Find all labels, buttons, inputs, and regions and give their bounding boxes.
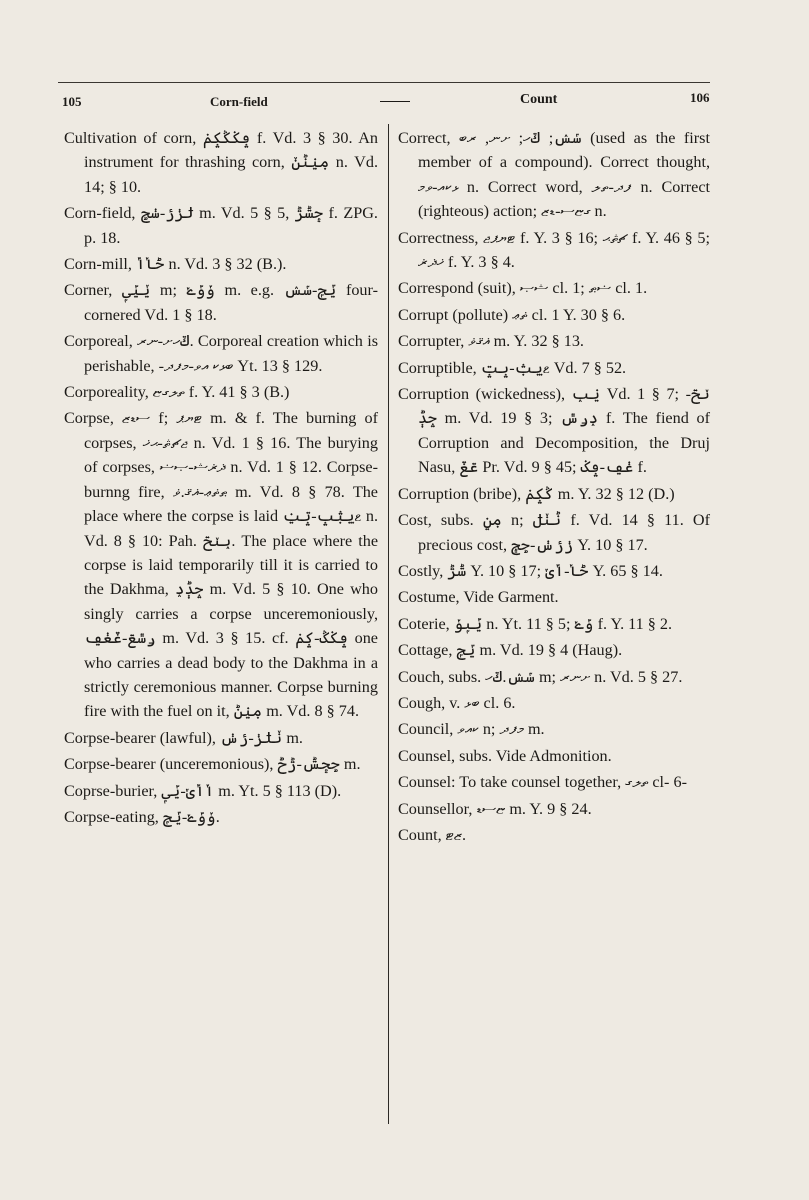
entry-corpse-eating: Corpse-eating, ݸݹݺ-ݻݼ.	[64, 807, 220, 826]
entry-costly: Costly, ݰݱ Y. 10 § 17; ݲݳ-ݴݵ Y. 65 § 14.	[398, 561, 663, 580]
entry-corruption-wickedness: Corruption (wickedness), ݔݕ Vd. 1 § 7; ݖݗ-ݘݙ m. Vd. 19 § 3; ݚݛݜ f. The fiend of Corruption and Decomposition, the Druj Nasu, ݝݞ Pr. Vd. 9 § 45; ݟݠ-ݡݢ f.	[398, 385, 710, 477]
entry-count: Count, ޒޓ.	[398, 825, 467, 844]
entry-cottage: Cottage, ݻݼ m. Vd. 19 § 4 (Haug).	[398, 641, 623, 660]
column-divider	[388, 124, 389, 1124]
entry-corporeality: Corporeality, ތލގޏ f. Y. 41 § 3 (B.)	[64, 383, 290, 402]
entry-cough: Cough, v. ބޅ cl. 6.	[398, 693, 516, 712]
entry-corpse-burier: Coprse-burier, ݳݴݵ-ݶݷ m. Yt. 5 § 113 (D).	[64, 781, 342, 800]
right-guide-word: Count	[520, 92, 558, 107]
entry-counsel-together: Counsel: To take counsel together, ތލގ cl- 6-	[398, 773, 687, 792]
entry-costume: Costume, Vide Garment.	[398, 588, 559, 607]
entry-corruption-bribe: Corruption (bribe), ݣݤݥ m. Y. 32 § 12 (D.)	[398, 484, 675, 503]
entry-correct: Correct, ݽݾ; ݿހ; ށނ, ރބ (used as the first member of a compound). Correct thought, ޅކއ-ވމ n. Correct word, ފދ-ތލ n. Correct (righteous) action; ގޏސ-ޑޒ n.	[398, 129, 710, 221]
right-column	[398, 126, 710, 849]
entry-counsel: Counsel, subs. Vide Admonition.	[398, 746, 612, 765]
left-guide-word: Corn-field	[210, 94, 268, 109]
entry-coterie: Coterie, ݶݷݸ n. Yt. 11 § 5; ݹݺ f. Y. 11 § 2.	[398, 614, 673, 633]
entry-corn-field: Corn-field, ݪݫݬ-ݭݮ m. Vd. 5 § 5, ݯݰݱ f. ZPG. p. 18.	[64, 204, 378, 247]
entry-correspond: Correspond (suit), ޝޞ cl. 1; ޟޠ cl. 1.	[398, 279, 648, 298]
right-page-number: 106	[690, 90, 710, 105]
header-rule	[58, 82, 710, 83]
entry-corrupter: Corrupter, ޣޤޥ m. Y. 32 § 13.	[398, 332, 584, 351]
entry-corpse: Corpse, ސޑޒ f; ޓޔޕ m. & f. The burning of corpses, ޖޗޘ-ޙޚ n. Vd. 1 § 16. The burying of corpses, ޛޜޝ-ޞޟ n. Vd. 1 § 12. Corpse-burnng fire, ޠޡޢ-ޣޤ.ޥ m. Vd. 8 § 78. The place where the corpse is laid ޱݐݑݒ-ݓݔ n. Vd. 8 § 10: Pah. ݕݖݗ. The place where the corpse is laid temporarily till it is carried to the Dakhma, ݘݙݚ m. Vd. 5 § 10. One who singly carries a corpse unceremoniously, ݛݜݝ-ݞݟݠ m. Vd. 3 § 15. cf. ݡݢݣ-ݤݥ one who carries a dead body to the Dakhma in a strictly ceremonious manner. Corpse burning fire with the fuel on it, ݦݧݨ m. Vd. 8 § 74.	[64, 409, 379, 721]
entry-corporeal: Corporeal, ݿހށ-ނރ. Corporeal creation which is perishable, -ބޅކ އވ-މފދ Yt. 13 § 129.	[64, 332, 378, 375]
entry-cultivation-of-corn: Cultivation of corn, ݡݢݣݤݥ f. Vd. 3 § 30. An instrument for thrashing corn, ݦݧݨݩ n. Vd. 14; § 10.	[64, 129, 379, 196]
entry-corner: Corner, ݵݶݷ m; ݸݹݺ m. e.g. ݻݼ-ݽݾ four-cornered Vd. 1 § 18.	[64, 281, 378, 324]
entry-corpse-bearer-lawful: Corpse-bearer (lawful), ݩݪݫ-ݬݭ m.	[64, 728, 303, 747]
entry-couch: Couch, subs. ݽݾ.ݿހ m; ށނރ n. Vd. 5 § 27.	[398, 667, 683, 686]
entry-counsellor: Counsellor, ޏސޑ m. Y. 9 § 24.	[398, 799, 592, 818]
entry-correctness: Correctness, ޓޔޕޖ f. Y. 3 § 16; ޗޘޙ f. Y. 46 § 5; ޚޛޜ f. Y. 3 § 4.	[398, 228, 711, 272]
entry-corruptible: Corruptible, ޱݐݑ-ݒݓ Vd. 7 § 52.	[398, 358, 627, 377]
entry-corpse-bearer-unceremonious: Corpse-bearer (unceremonious), ݮݯݰ-ݱݲ m.	[64, 755, 361, 774]
left-page-number: 105	[62, 94, 82, 109]
entry-corn-mill: Corn-mill, ݲݳݴ n. Vd. 3 § 32 (B.).	[64, 255, 287, 274]
running-header	[58, 82, 710, 112]
entry-council: Council, ކއވ n; މފދ m.	[398, 720, 545, 739]
entry-corrupt: Corrupt (pollute) ޡޢ cl. 1 Y. 30 § 6.	[398, 305, 626, 324]
left-column	[64, 126, 378, 831]
header-dash	[380, 101, 410, 102]
entry-cost: Cost, subs. ݦݧ n; ݨݩݪ f. Vd. 14 § 11. Of precious cost, ݫݬݭ-ݮݯ Y. 10 § 17.	[398, 511, 710, 554]
